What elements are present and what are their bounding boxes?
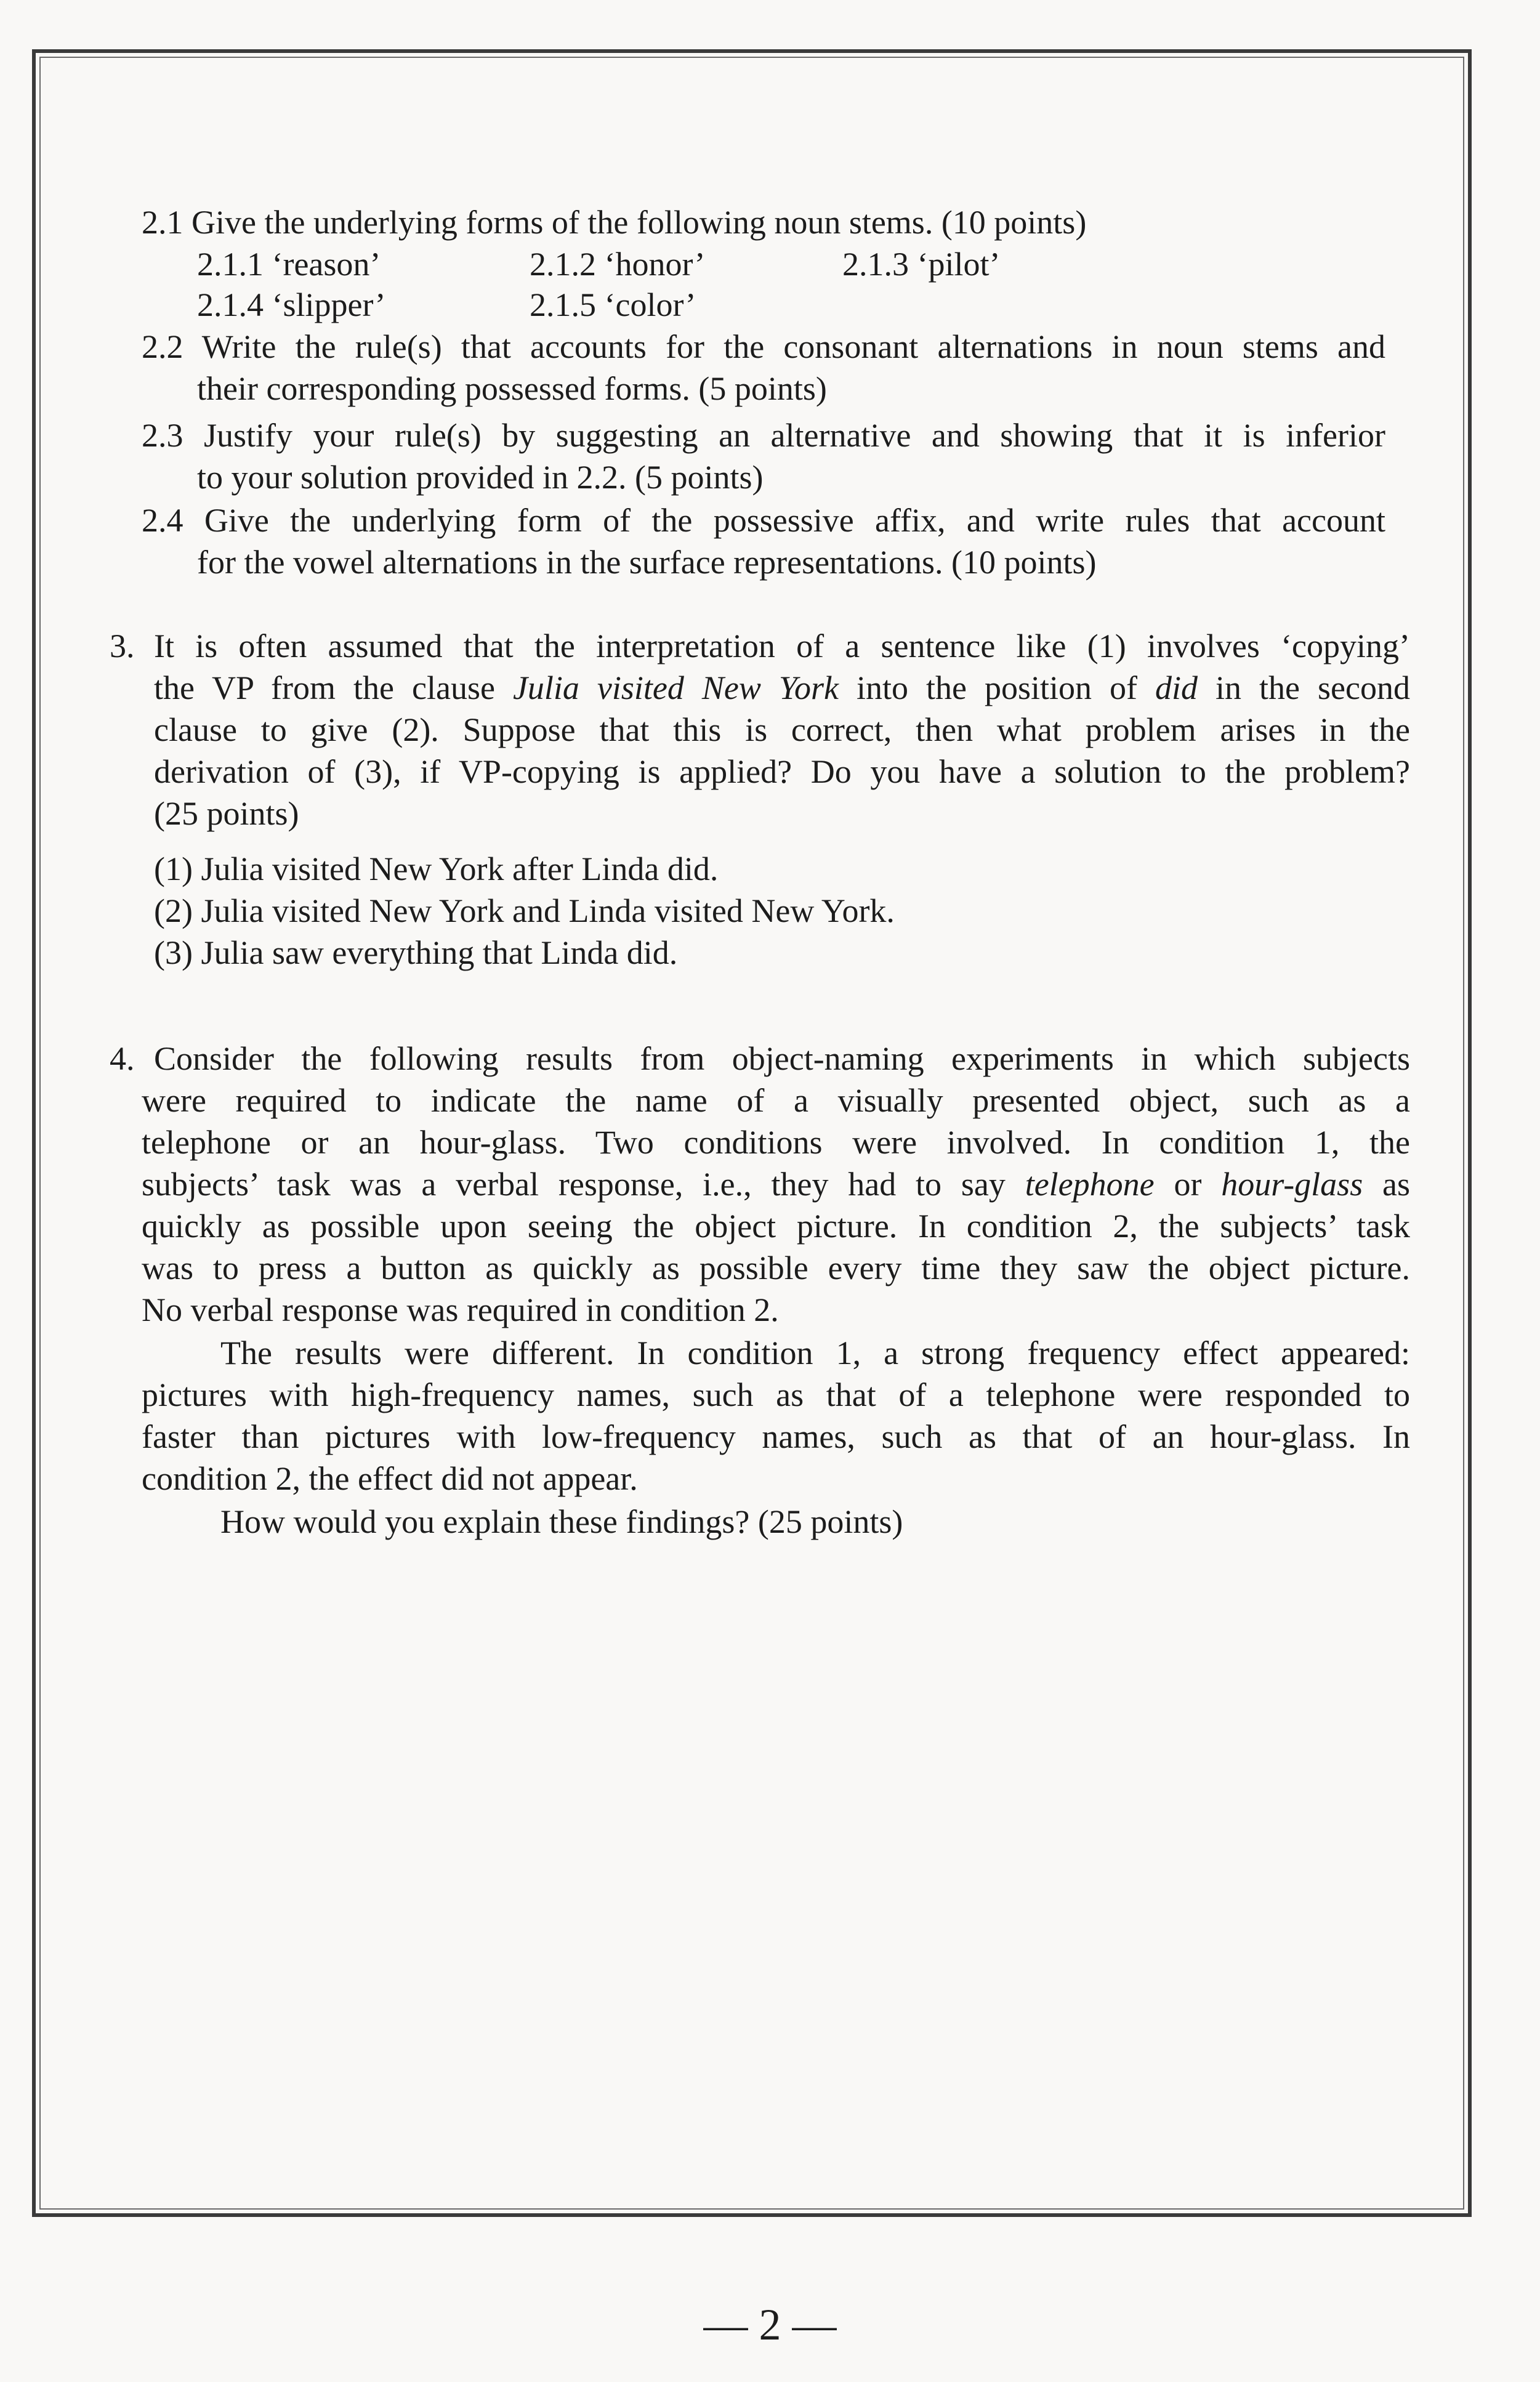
q2-2-line-2: their corresponding possessed forms. (5 points) — [197, 370, 827, 407]
q4-para1-line-3: telephone or an hour-glass. Two conditions were involved. In condition 1, the — [142, 1124, 1410, 1161]
q3-did-word: did — [1155, 669, 1198, 706]
q4-para2-line-1: The results were different. In condition 1, a strong frequency effect appeared: — [220, 1334, 1410, 1371]
q4-telephone-word: telephone — [1025, 1166, 1155, 1203]
q4-para2-line-2: pictures with high-frequency names, such as that of a telephone were responded to — [142, 1376, 1410, 1413]
q3-clause-example: Julia visited New York — [512, 669, 839, 706]
q2-1-4-item: 2.1.4 ‘slipper’ — [197, 286, 386, 323]
q3-line-3: clause to give (2). Suppose that this is correct, then what problem arises in the — [154, 711, 1410, 748]
q4-line-4-a: subjects’ task was a verbal response, i.e., they had to say — [142, 1166, 1025, 1203]
q3-line-2-c: in the second — [1198, 669, 1410, 706]
q3-line-4: derivation of (3), if VP-copying is applied? Do you have a solution to the problem? — [154, 753, 1410, 790]
q2-4-line-1: 2.4 Give the underlying form of the possessive affix, and write rules that account — [142, 502, 1385, 539]
q2-1-5-item: 2.1.5 ‘color’ — [530, 286, 696, 323]
q3-line-2-b: into the position of — [838, 669, 1156, 706]
q3-points: (25 points) — [154, 795, 299, 832]
q2-1-text: 2.1 Give the underlying forms of the following noun stems. (10 points) — [142, 204, 1087, 241]
q2-1-2-item: 2.1.2 ‘honor’ — [530, 246, 706, 283]
q4-para2-line-3: faster than pictures with low-frequency names, such as that of an hour-glass. In — [142, 1418, 1410, 1455]
q3-line-1: It is often assumed that the interpretation of a sentence like (1) involves ‘copying’ — [154, 628, 1410, 664]
q4-para1-line-1: Consider the following results from object-naming experiments in which subjects — [154, 1040, 1410, 1077]
q2-1-1-item: 2.1.1 ‘reason’ — [197, 246, 381, 283]
q3-line-2 — [154, 668, 1410, 708]
q4-line-4-c: as — [1363, 1166, 1411, 1203]
q4-para3-line-1: How would you explain these findings? (25 points) — [220, 1503, 903, 1540]
q2-1-3-item: 2.1.3 ‘pilot’ — [842, 246, 1001, 283]
q4-number: 4. — [110, 1040, 135, 1077]
q2-4-line-2: for the vowel alternations in the surface representations. (10 points) — [197, 544, 1097, 581]
q4-para1-line-2: were required to indicate the name of a visually presented object, such as a — [142, 1082, 1410, 1119]
q4-line-4-b: or — [1154, 1166, 1222, 1203]
q4-para2-line-4: condition 2, the effect did not appear. — [142, 1460, 638, 1497]
q4-para1-line-5: quickly as possible upon seeing the object picture. In condition 2, the subjects’ task — [142, 1208, 1410, 1245]
q2-3-line-2: to your solution provided in 2.2. (5 points) — [197, 459, 764, 496]
q4-para1-line-4 — [142, 1164, 1410, 1205]
q2-2-line-1: 2.2 Write the rule(s) that accounts for the consonant alternations in noun stems and — [142, 328, 1385, 365]
q4-para1-line-7: No verbal response was required in condition 2. — [142, 1291, 779, 1328]
q4-hourglass-word: hour-glass — [1221, 1166, 1363, 1203]
q4-para1-line-6: was to press a button as quickly as possible every time they saw the object picture. — [142, 1250, 1410, 1286]
q3-example-1: (1) Julia visited New York after Linda did. — [154, 850, 719, 887]
q3-number: 3. — [110, 628, 135, 664]
q3-line-2-a: the VP from the clause — [154, 669, 513, 706]
q3-example-3: (3) Julia saw everything that Linda did. — [154, 934, 678, 971]
page-number: — 2 — — [703, 2300, 837, 2349]
q2-3-line-1: 2.3 Justify your rule(s) by suggesting an alternative and showing that it is inferior — [142, 417, 1385, 454]
q3-example-2: (2) Julia visited New York and Linda visited New York. — [154, 892, 895, 929]
